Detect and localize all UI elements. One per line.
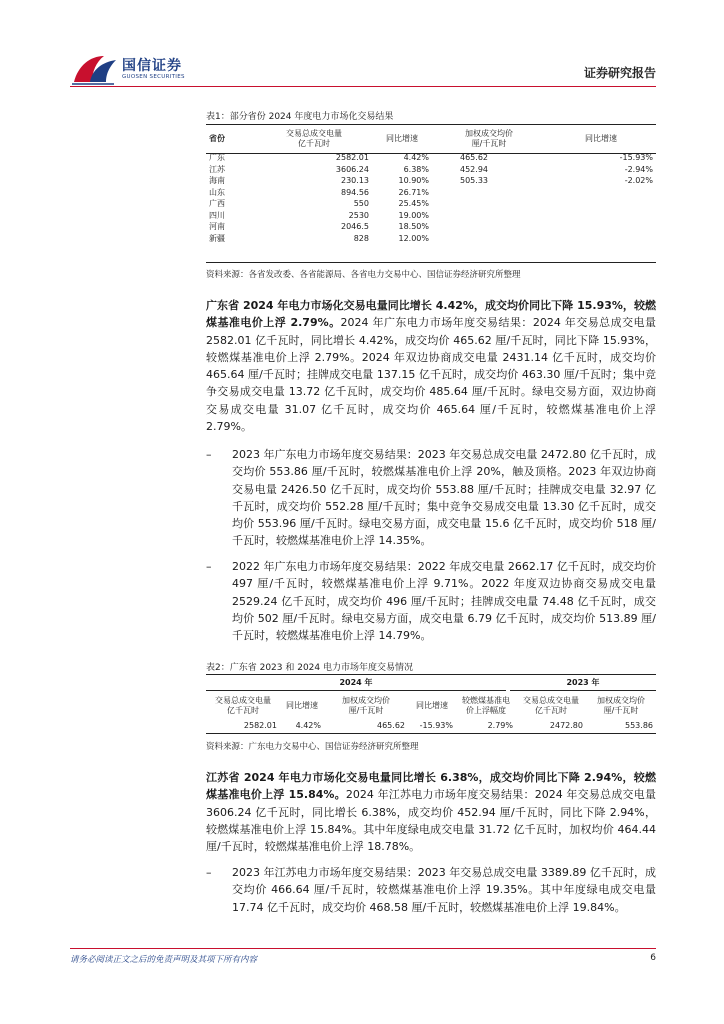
bullet-marker: – bbox=[206, 560, 212, 573]
table1-cell: 505.33 bbox=[460, 176, 488, 185]
table1-cell: 894.56 bbox=[341, 187, 369, 197]
table2-bottom-rule bbox=[206, 733, 656, 734]
table1-cell bbox=[432, 221, 546, 233]
table1-cell: -2.02% bbox=[624, 176, 653, 185]
table1-cell bbox=[432, 187, 546, 199]
table1-cell-province: 广西 bbox=[209, 199, 225, 208]
table1-cell: 18.50% bbox=[398, 222, 429, 231]
table1-cell: 12.00% bbox=[398, 233, 429, 243]
table1-cell: 19.00% bbox=[398, 210, 429, 220]
table1-top-rule bbox=[206, 124, 656, 125]
table1-row bbox=[206, 198, 656, 210]
table2-cell: 4.42% bbox=[295, 721, 321, 730]
table1-cell: 4.42% bbox=[403, 153, 429, 162]
table1-cell: 6.38% bbox=[403, 164, 429, 174]
table2-year-2024: 2024 年 bbox=[339, 678, 373, 687]
table1-cell: 230.13 bbox=[341, 176, 369, 185]
table2-year-2023: 2023 年 bbox=[566, 678, 600, 687]
brand-logo bbox=[70, 52, 210, 86]
table1-header-province: 省份 bbox=[209, 133, 225, 143]
bullet-marker: – bbox=[206, 448, 212, 461]
table1-cell bbox=[432, 233, 546, 245]
table2-top-rule bbox=[206, 674, 656, 675]
table2-header: 同比增速 bbox=[416, 700, 448, 710]
table1-cell: 550 bbox=[353, 199, 369, 208]
table2-row bbox=[206, 720, 656, 732]
table2-header: 同比增速 bbox=[286, 700, 318, 710]
table1-row bbox=[206, 175, 656, 187]
table1-cell bbox=[432, 198, 546, 210]
table1-cell: 2582.01 bbox=[335, 153, 369, 162]
table2-cell: -15.93% bbox=[419, 721, 453, 730]
table1-cell: -2.94% bbox=[624, 164, 653, 174]
table2-cell: 2472.80 bbox=[549, 721, 583, 730]
table1-bottom-rule bbox=[206, 262, 656, 263]
bullet-marker: – bbox=[206, 866, 212, 879]
table1-caption: 表1：部分省份 2024 年度电力市场化交易结果 bbox=[206, 112, 394, 122]
table2-cell: 553.86 bbox=[625, 721, 653, 730]
table1-cell: 3606.24 bbox=[335, 164, 369, 174]
guangdong-lead: 广东省 2024 年电力市场化交易电量同比增长 4.42%，成交均价同比下降 15.93%，较燃煤基准电价上浮 2.79%。 bbox=[206, 299, 656, 330]
guangdong-2023-bullet: 2023 年广东电力市场年度交易结果：2023 年交易总成交电量 2472.80 亿千瓦时，成交均价 553.86 厘/千瓦时，较燃煤基准电价上浮 20%，触及顶格。2023 年双边协商交易电量 2426.50 亿千瓦时，成交均价 553.88 厘/千瓦时；挂牌成交电量 32.97 亿千瓦时，成交均价 552.28 厘/千瓦时；集中竞争交易成交电量 13.30 亿千瓦时，成交均价 553.96 厘/千瓦时。绿电交易方面，成交电量 15.6 亿千瓦时，成交均价 518 厘/千瓦时，较燃煤基准电价上浮 14.35%。 bbox=[232, 448, 656, 548]
table1-row bbox=[206, 164, 656, 176]
table1-cell: -15.93% bbox=[619, 153, 653, 162]
jiangsu-2023-bullet: 2023 年江苏电力市场年度交易结果：2023 年交易总成交电量 3389.89 亿千瓦时，成交均价 466.64 厘/千瓦时，较燃煤基准电价上浮 19.35%。其中年度绿电成交电量 17.74 亿千瓦时，成交均价 468.58 厘/千瓦时，较燃煤基准电价上浮 19.84%。 bbox=[232, 866, 656, 914]
brand-name-en: GUOSEN SECURITIES bbox=[122, 74, 185, 80]
table2-header: 交易总成交电量 亿千瓦时 bbox=[523, 695, 579, 715]
footer-disclaimer: 请务必阅读正文之后的免责声明及其项下所有内容 bbox=[70, 955, 258, 965]
table1-cell: 10.90% bbox=[398, 176, 429, 185]
jiangsu-body: 2024 年江苏电力市场年度交易结果：2024 年交易总成交电量 3606.24 亿千瓦时，同比增长 6.38%，成交均价 452.94 厘/千瓦时，同比下降 2.94%，较燃煤基准电价上浮 15.84%。其中年度绿电成交电量 31.72 亿千瓦时，加权均价 464.44 厘/千瓦时，较燃煤基准电价上浮 18.78%。 bbox=[206, 788, 656, 854]
table2-year-2024-rule bbox=[206, 690, 506, 691]
guangdong-2022-bullet: 2022 年广东电力市场年度交易结果：2022 年成交电量 2662.17 亿千瓦时，成交均价 497 厘/千瓦时，较燃煤基准电价上浮 9.71%。2022 年度双边协商交易成交电量 2529.24 亿千瓦时，成交均价 496 厘/千瓦时；挂牌成交电量 74.48 亿千瓦时，成交均价 502 厘/千瓦时。绿电交易方面，成交电量 6.79 亿千瓦时，成交均价 513.89 厘/千瓦时，较燃煤基准电价上浮 14.79%。 bbox=[232, 560, 656, 643]
table1-cell bbox=[432, 210, 546, 222]
table1-cell-province: 广东 bbox=[209, 153, 225, 162]
page-header bbox=[70, 50, 656, 90]
guangdong-body: 2024 年广东电力市场年度交易结果：2024 年交易总成交电量 2582.01 亿千瓦时，同比增长 4.42%，成交均价 465.62 厘/千瓦时，同比下降 15.93%，较燃煤基准电价上浮 2.79%。2024 年双边协商成交电量 2431.14 亿千瓦时，成交均价 465.64 厘/千瓦时；挂牌成交电量 137.15 亿千瓦时，成交均价 463.30 厘/千瓦时；集中竞争交易成交电量 13.72 亿千瓦时，成交均价 485.64 厘/千瓦时。绿电交易方面，双边协商交易成交电量 31.07 亿千瓦时，成交均价 465.64 厘/千瓦时，较燃煤基准电价上浮 2.79%。 bbox=[206, 316, 656, 434]
table1-header-price: 加权成交均价 厘/千瓦时 bbox=[465, 128, 513, 148]
header-divider bbox=[70, 86, 656, 87]
report-type-label: 证券研究报告 bbox=[583, 66, 656, 80]
guangdong-paragraph bbox=[206, 297, 656, 435]
table1-row bbox=[206, 221, 656, 233]
table1-cell bbox=[546, 210, 656, 222]
table2-cell: 2.79% bbox=[487, 721, 513, 730]
table1-cell-province: 江苏 bbox=[209, 164, 225, 174]
table1-row bbox=[206, 233, 656, 245]
table1-cell: 2046.5 bbox=[341, 222, 369, 231]
table1-cell-province: 海南 bbox=[209, 176, 225, 185]
table1-cell: 465.62 bbox=[460, 153, 488, 162]
table1-cell-province: 新疆 bbox=[209, 233, 225, 243]
table1-cell bbox=[546, 198, 656, 210]
table1-cell-province: 河南 bbox=[209, 222, 225, 231]
page-number: 6 bbox=[650, 953, 656, 963]
table2-header: 较燃煤基准电 价上浮幅度 bbox=[462, 695, 510, 715]
table1-cell bbox=[546, 221, 656, 233]
table2-cell: 2582.01 bbox=[243, 721, 277, 730]
table2-year-2023-rule bbox=[510, 690, 656, 691]
table1-cell-province: 四川 bbox=[209, 210, 225, 220]
table1 bbox=[206, 126, 656, 244]
table1-cell: 26.71% bbox=[398, 187, 429, 197]
footer-divider bbox=[70, 948, 656, 949]
table1-cell-province: 山东 bbox=[209, 187, 225, 197]
table1-header-price-growth: 同比增速 bbox=[585, 133, 617, 143]
table1-header-growth: 同比增速 bbox=[386, 133, 418, 143]
jiangsu-paragraph bbox=[206, 769, 656, 855]
table1-cell: 828 bbox=[353, 233, 369, 243]
table1-row bbox=[206, 187, 656, 199]
table1-row bbox=[206, 210, 656, 222]
table2-header: 交易总成交电量 亿千瓦时 bbox=[215, 695, 271, 715]
table2-source: 资料来源：广东电力交易中心、国信证券经济研究所整理 bbox=[206, 742, 419, 752]
table1-header-volume: 交易总成交电量 亿千瓦时 bbox=[286, 128, 342, 148]
table2-header: 加权成交均价 厘/千瓦时 bbox=[342, 695, 390, 715]
table2 bbox=[206, 692, 656, 732]
table1-cell: 452.94 bbox=[460, 164, 488, 174]
table1-source: 资料来源：各省发改委、各省能源局、各省电力交易中心、国信证券经济研究所整理 bbox=[206, 270, 521, 280]
table1-cell bbox=[546, 233, 656, 245]
table2-cell: 465.62 bbox=[377, 721, 405, 730]
brand-name-cn: 国信证券 bbox=[122, 58, 182, 74]
table2-caption: 表2：广东省 2023 和 2024 电力市场年度交易情况 bbox=[206, 663, 413, 673]
brand-logo-icon bbox=[70, 52, 118, 86]
table1-cell bbox=[546, 187, 656, 199]
table1-cell: 2530 bbox=[348, 210, 369, 220]
table1-cell: 25.45% bbox=[398, 199, 429, 208]
jiangsu-lead: 江苏省 2024 年电力市场化交易电量同比增长 6.38%，成交均价同比下降 2.94%，较燃煤基准电价上浮 15.84%。 bbox=[206, 771, 656, 802]
table1-header-rule bbox=[206, 153, 656, 154]
table2-header: 加权成交均价 厘/千瓦时 bbox=[597, 695, 645, 715]
